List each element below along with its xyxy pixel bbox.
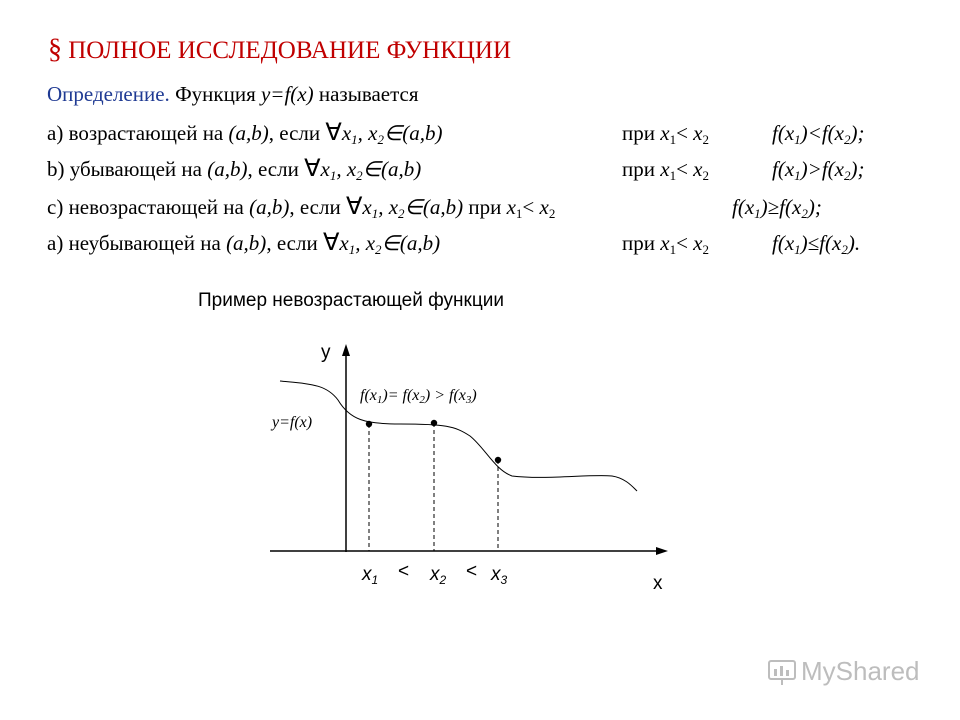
watermark-text: MyShared — [801, 656, 920, 686]
curve-label: y=f(x) — [272, 414, 313, 431]
x-points-labels — [361, 561, 508, 587]
y-axis-arrow — [342, 344, 350, 356]
point-x3 — [495, 457, 501, 463]
x1-label: $x_1$ — [362, 564, 379, 587]
less-than-2: < — [466, 561, 478, 582]
rule-vars: $x_1$, $x_2\in(a,b)$ — [341, 121, 443, 147]
rule-when: при $x_1< x_2$ — [622, 157, 709, 183]
rule-condition: $f(x_1)<f(x_2)$; — [772, 121, 865, 147]
section-title-text: ПОЛНОЕ ИССЛЕДОВАНИЕ ФУНКЦИИ — [68, 37, 512, 64]
rule-interval: (a,b) — [228, 121, 269, 145]
forall-symbol: ∀ — [325, 120, 342, 146]
less-than-1: < — [398, 561, 410, 582]
rule-prefix: а) возрастающей на — [47, 121, 229, 145]
forall-symbol: ∀ — [304, 156, 321, 182]
rule-condition: $f(x_1)\le f(x_2)$. — [772, 231, 861, 257]
rule-if: , если — [247, 157, 305, 181]
definition-label: Определение. — [47, 82, 170, 106]
definition-tail: называется — [318, 82, 419, 106]
definition-intro: Функция — [175, 82, 256, 106]
rule-prefix: а) неубывающей на — [47, 231, 227, 255]
point-x2 — [431, 420, 437, 426]
rule-interval: (a,b) — [226, 231, 267, 255]
x-axis-arrow — [656, 547, 668, 555]
presentation-logo-icon — [767, 657, 797, 687]
point-x1 — [366, 421, 372, 427]
rule-prefix: b) убывающей на — [47, 157, 208, 181]
rule-when: при $x_1< x_2$ — [622, 231, 709, 257]
rule-interval: (a,b) — [207, 157, 248, 181]
rule-vars: $x_1$, $x_2\in(a,b)$ — [362, 195, 464, 221]
rule-condition: $f(x_1)>f(x_2)$; — [772, 157, 865, 183]
rule-condition: $f(x_1)\ge f(x_2)$; — [732, 195, 822, 221]
rule-when: при $x_1< x_2$ — [622, 121, 709, 147]
x3-label: $x_3$ — [491, 564, 508, 587]
rule-interval: (a,b) — [249, 195, 290, 219]
y-axis-label: y — [321, 342, 331, 363]
watermark — [767, 656, 920, 687]
rule-if: , если — [266, 231, 323, 255]
rule-vars: $x_1$, $x_2\in(a,b)$ — [320, 157, 422, 183]
x2-label: $x_2$ — [430, 564, 447, 587]
rule-when: при $x_1< x_2$ — [468, 195, 556, 221]
forall-symbol: ∀ — [345, 194, 363, 220]
forall-symbol: ∀ — [322, 230, 340, 256]
relation-label: f(x1)= f(x2) > f(x3) — [360, 387, 477, 406]
x-axis-label: x — [653, 573, 663, 594]
rule-if: , если — [289, 195, 346, 219]
example-caption: Пример невозрастающей функции — [198, 290, 504, 311]
rule-prefix: c) невозрастающей на — [47, 195, 250, 219]
rule-vars: $x_1$, $x_2\in(a,b)$ — [339, 231, 441, 257]
definition-formula: y=f(x) — [260, 82, 314, 106]
section-sign: § — [48, 34, 62, 65]
rule-if: , если — [268, 121, 326, 145]
